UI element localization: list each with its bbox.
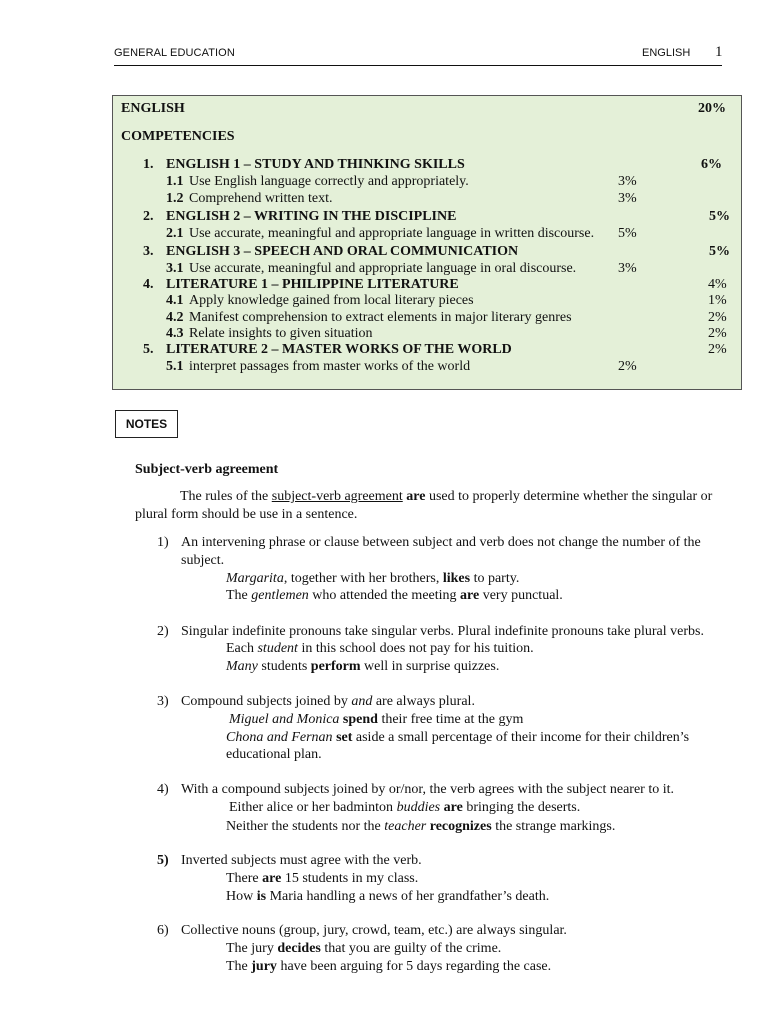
competency-number: 2. [143, 209, 154, 224]
rule-example: Margarita, together with her brothers, likes to party. [226, 571, 520, 586]
competency-percent: 5% [709, 244, 730, 259]
competency-number: 1. [143, 157, 154, 172]
intro-paragraph: The rules of the subject-verb agreement are used to properly determine whether the singular or [180, 489, 713, 504]
competency-percent: 4% [708, 277, 727, 292]
header-subject: ENGLISH [642, 47, 691, 59]
rule-example: Miguel and Monica spend their free time at the gym [229, 712, 524, 727]
competency-label: ENGLISH 1 – STUDY AND THINKING SKILLS [166, 157, 465, 172]
rule-number: 2) [157, 624, 169, 639]
rule-example: Either alice or her badminton buddies are bringing the deserts. [229, 800, 581, 815]
competency-number: 5.1 [166, 359, 184, 374]
rule-example: There are 15 students in my class. [226, 871, 419, 886]
competency-label: Use accurate, meaningful and appropriate language in written discourse. [189, 226, 595, 241]
rule-example: Each student in this school does not pay for his tuition. [226, 641, 534, 656]
competency-percent: 2% [708, 342, 727, 357]
subject-verb-agreement-term: subject-verb agreement [271, 489, 403, 504]
competency-number: 4.2 [166, 310, 184, 325]
header-section-title: GENERAL EDUCATION [114, 47, 235, 59]
page-number: 1 [715, 44, 723, 60]
competency-number: 3.1 [166, 261, 184, 276]
competency-label: Manifest comprehension to extract elements in major literary genres [189, 310, 572, 325]
rule-number: 6) [157, 923, 169, 938]
rule-example: The jury decides that you are guilty of the crime. [226, 941, 502, 956]
section-heading: Subject-verb agreement [135, 462, 279, 477]
competency-label: LITERATURE 2 – MASTER WORKS OF THE WORLD [166, 342, 512, 357]
rule-number: 3) [157, 694, 169, 709]
competency-number: 4.1 [166, 293, 184, 308]
competency-label: Use accurate, meaningful and appropriate language in oral discourse. [189, 261, 577, 276]
competency-percent: 2% [708, 310, 727, 325]
competency-percent: 3% [618, 174, 637, 189]
competency-number: 2.1 [166, 226, 184, 241]
rule-example: Chona and Fernan set aside a small percentage of their income for their children’s [226, 730, 690, 745]
competency-label: Comprehend written text. [189, 191, 333, 206]
rule-text: An intervening phrase or clause between subject and verb does not change the number of the [181, 535, 701, 550]
competency-label: ENGLISH 2 – WRITING IN THE DISCIPLINE [166, 209, 457, 224]
rule-example: Many students perform well in surprise quizzes. [226, 659, 500, 674]
competency-title-percent: 20% [698, 101, 726, 116]
rule-example: The jury have been arguing for 5 days regarding the case. [226, 959, 552, 974]
competency-number: 4. [143, 277, 154, 292]
competency-label: Relate insights to given situation [189, 326, 373, 341]
notes-label: NOTES [115, 410, 178, 438]
competency-percent: 2% [618, 359, 637, 374]
rule-text: Collective nouns (group, jury, crowd, team, etc.) are always singular. [181, 923, 567, 938]
rule-text-cont: subject. [181, 553, 225, 568]
rule-text: With a compound subjects joined by or/nor, the verb agrees with the subject nearer to it. [181, 782, 675, 797]
rule-text: Compound subjects joined by and are always plural. [181, 694, 475, 709]
rule-example: How is Maria handling a news of her grandfather’s death. [226, 889, 550, 904]
rule-example-cont: educational plan. [226, 747, 322, 762]
competency-number: 5. [143, 342, 154, 357]
rule-number: 5) [157, 853, 169, 868]
competency-percent: 3% [618, 191, 637, 206]
competency-percent: 1% [708, 293, 727, 308]
competency-label: interpret passages from master works of the world [189, 359, 471, 374]
competency-label: Apply knowledge gained from local literary pieces [189, 293, 474, 308]
rule-text: Inverted subjects must agree with the verb. [181, 853, 422, 868]
competency-percent: 5% [618, 226, 637, 241]
competency-label: LITERATURE 1 – PHILIPPINE LITERATURE [166, 277, 459, 292]
rule-number: 1) [157, 535, 169, 550]
competency-number: 1.2 [166, 191, 184, 206]
competency-label: ENGLISH 3 – SPEECH AND ORAL COMMUNICATION [166, 244, 519, 259]
rule-number: 4) [157, 782, 169, 797]
header-rule [114, 65, 722, 66]
competency-number: 1.1 [166, 174, 184, 189]
rule-example: Neither the students nor the teacher recognizes the strange markings. [226, 819, 616, 834]
intro-paragraph-line2: plural form should be use in a sentence. [135, 507, 358, 522]
competencies-heading: COMPETENCIES [121, 129, 235, 144]
competency-percent: 3% [618, 261, 637, 276]
rule-text: Singular indefinite pronouns take singular verbs. Plural indefinite pronouns take plural verbs. [181, 624, 704, 639]
competency-title: ENGLISH [121, 101, 185, 116]
competency-percent: 2% [708, 326, 727, 341]
competency-label: Use English language correctly and appropriately. [189, 174, 469, 189]
competency-number: 4.3 [166, 326, 184, 341]
competency-percent: 6% [701, 157, 722, 172]
competency-box [112, 95, 742, 390]
competency-percent: 5% [709, 209, 730, 224]
rule-example: The gentlemen who attended the meeting are very punctual. [226, 588, 563, 603]
competency-number: 3. [143, 244, 154, 259]
